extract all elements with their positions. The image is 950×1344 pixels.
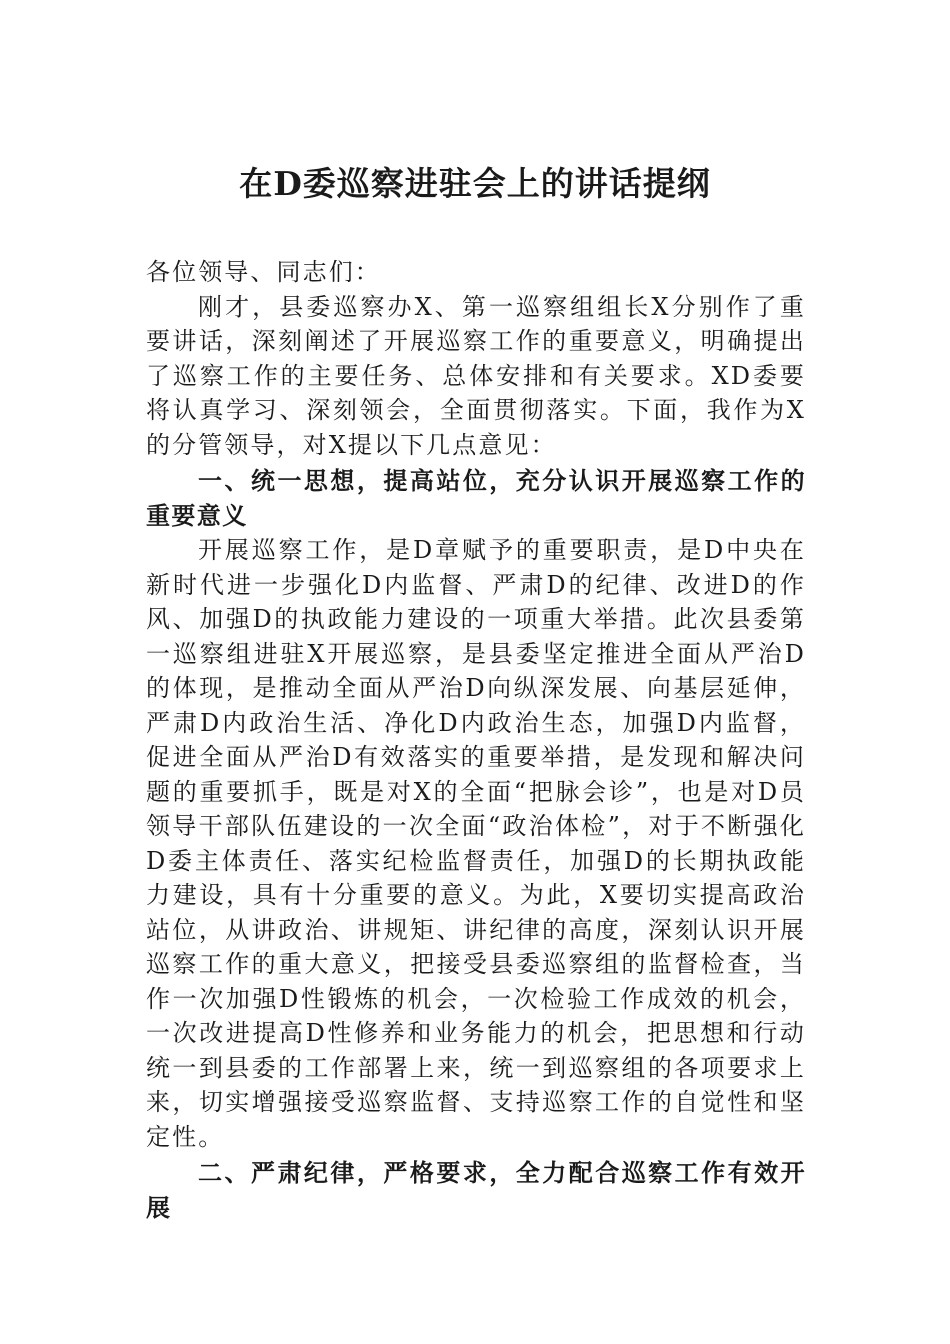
intro-paragraph: 刚才，县委巡察办X、第一巡察组组长X分别作了重要讲话，深刻阐述了开展巡察工作的重要意义，明确提出了巡察工作的主要任务、总体安排和有关要求。XD委要将认真学习、深刻领会，全面贯彻落实。下面，我作为X的分管领导，对X提以下几点意见： <box>146 292 806 459</box>
document-body <box>146 255 806 1225</box>
section-1-heading: 一、统一思想，提高站位，充分认识开展巡察工作的重要意义 <box>146 467 806 530</box>
salutation: 各位领导、同志们： <box>146 258 381 286</box>
document-title: 在D委巡察进驻会上的讲话提纲 <box>239 164 711 203</box>
section-2-heading: 二、严肃纪律，严格要求，全力配合巡察工作有效开展 <box>146 1159 806 1222</box>
section-1-paragraph: 开展巡察工作，是D章赋予的重要职责，是D中央在新时代进一步强化D内监督、严肃D的纪律、改进D的作风、加强D的执政能力建设的一项重大举措。此次县委第一巡察组进驻X开展巡察，是县委坚定推进全面从严治D的体现，是推动全面从严治D向纵深发展、向基层延伸，严肃D内政治生活、净化D内政治生态，加强D内监督，促进全面从严治D有效落实的重要举措，是发现和解决问题的重要抓手，既是对X的全面“把脉会诊”，也是对D员领导干部队伍建设的一次全面“政治体检”，对于不断强化D委主体责任、落实纪检监督责任，加强D的长期执政能力建设，具有十分重要的意义。为此，X要切实提高政治站位，从讲政治、讲规矩、讲纪律的高度，深刻认识开展巡察工作的重大意义，把接受县委巡察组的监督检查，当作一次加强D性锻炼的机会，一次检验工作成效的机会，一次改进提高D性修养和业务能力的机会，把思想和行动统一到县委的工作部署上来，统一到巡察组的各项要求上来，切实增强接受巡察监督、支持巡察工作的自觉性和坚定性。 <box>146 536 806 1151</box>
